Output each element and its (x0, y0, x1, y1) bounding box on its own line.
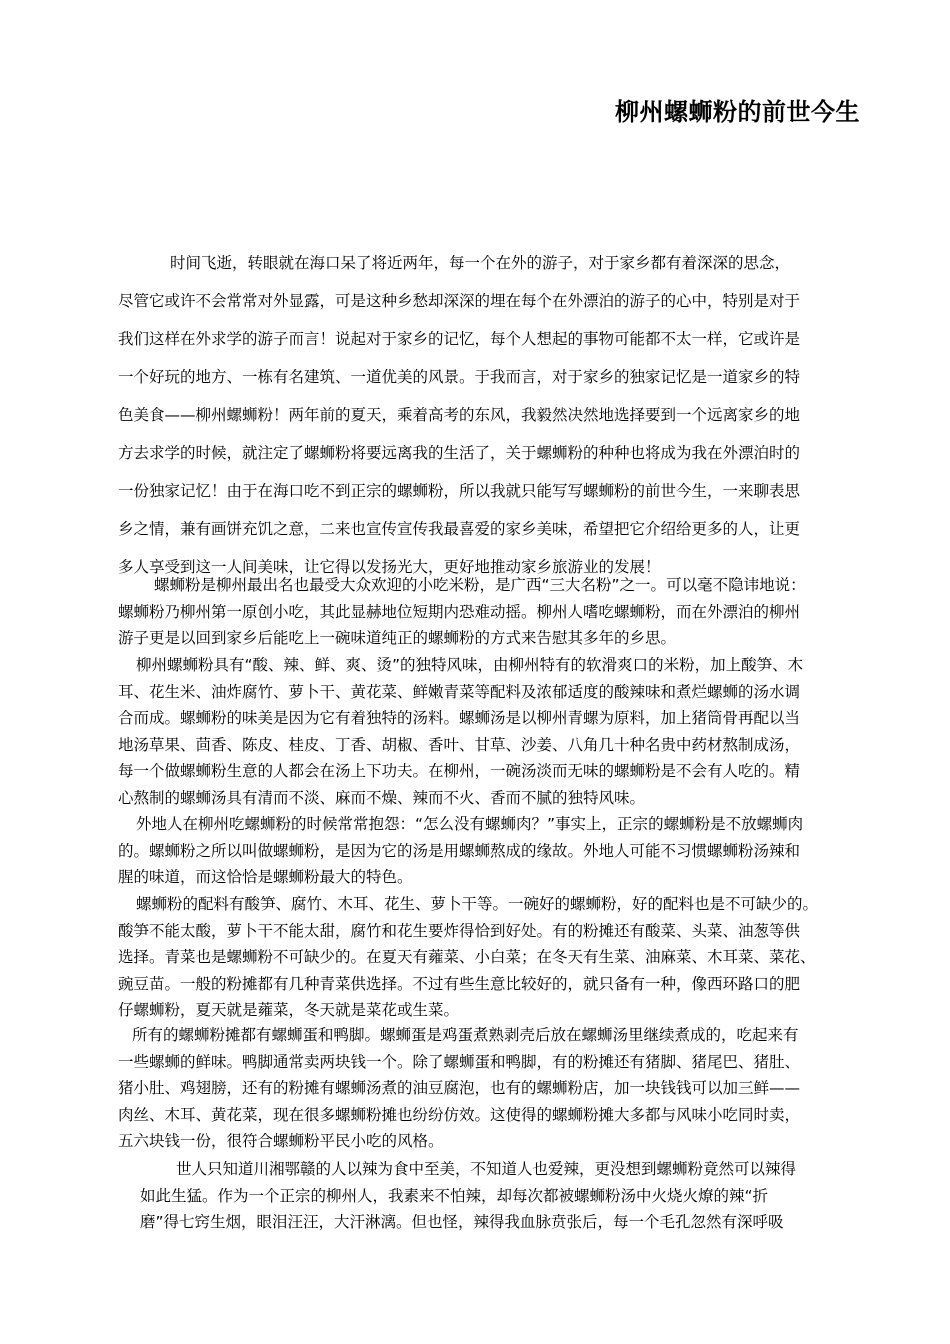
text-line: 一份独家记忆！由于在海口吃不到正宗的螺蛳粉，所以我就只能写写螺蛳粉的前世今生，一来聊表思 (118, 482, 801, 500)
text-line: 螺蛳粉的配料有酸笋、腐竹、木耳、花生、萝卜干等。一碗好的螺蛳粉，好的配料也是不可缺少的。 (136, 895, 819, 913)
text-line: 肉丝、木耳、黄花菜，现在很多螺蛳粉摊也纷纷仿效。这使得的螺蛳粉摊大多都与风味小吃同时卖， (118, 1105, 801, 1124)
text-line: 酸笋不能太酸，萝卜干不能太甜，腐竹和花生要炸得恰到好处。有的粉摊还有酸菜、头菜、油葱等供 (118, 921, 801, 940)
text-line: 腥的味道，而这恰恰是螺蛳粉最大的特色。 (118, 868, 413, 886)
text-line: 乡之情，兼有画饼充饥之意，二来也宣传宣传我最喜爱的家乡美味，希望把它介绍给更多的人，让更 (118, 520, 801, 538)
text-line: 一个好玩的地方、一栋有名建筑、一道优美的风景。于我而言，对于家乡的独家记忆是一道家乡的特 (118, 368, 801, 386)
text-line: 合而成。螺蛳粉的味美是因为它有着独特的汤料。螺蛳汤是以柳州青螺为原料，加上猪筒骨再配以当 (118, 709, 801, 727)
text-line: 我们这样在外求学的游子而言！说起对于家乡的记忆，每个人想起的事物可能都不太一样，它或许是 (118, 330, 801, 348)
paragraph-spiciness (140, 1156, 796, 1236)
text-line: 如此生猛。作为一个正宗的柳州人，我素来不怕辣，却每次都被螺蛳粉汤中火烧火燎的辣“折 (140, 1186, 769, 1205)
text-line: 方去求学的时候，就注定了螺蛳粉将要远离我的生活了，关于螺蛳粉的种种也将成为我在外漂泊时的 (118, 444, 801, 462)
paragraph-no-snail-meat (118, 811, 803, 891)
text-line: 心熬制的螺蛳汤具有清而不淡、麻而不燥、辣而不火、香而不腻的独特风味。 (118, 788, 646, 807)
text-line: 五六块钱一份，很符合螺蛳粉平民小吃的风格。 (118, 1132, 444, 1150)
paragraph-eggs-duck-feet (118, 1022, 800, 1155)
text-line: 时间飞逝，转眼就在海口呆了将近两年，每一个在外的游子，对于家乡都有着深深的思念， (170, 254, 791, 272)
text-line: 所有的螺蛳粉摊都有螺蛳蛋和鸭脚。螺蛳蛋是鸡蛋煮熟剥壳后放在螺蛳汤里继续煮成的，吃起来有 (132, 1026, 799, 1044)
text-line: 螺蛳粉乃柳州第一原创小吃，其此显赫地位短期内恐难动摇。柳州人嗜吃螺蛳粉，而在外漂泊的柳州 (118, 602, 801, 621)
paragraph-toppings (118, 891, 818, 1024)
text-line: 外地人在柳州吃螺蛳粉的时候常常抱怨：“怎么没有螺蛳肉？”事实上，正宗的螺蛳粉是不放螺蛳肉 (136, 815, 804, 833)
text-line: 豌豆苗。一般的粉摊都有几种青菜供选择。不过有些生意比较好的，就只备有一种，像西环路口的肥 (118, 974, 801, 993)
paragraph-flavor (118, 652, 803, 811)
text-line: 尽管它或许不会常常对外显露，可是这种乡愁却深深的埋在每个在外漂泊的游子的心中，特别是对于 (118, 292, 801, 310)
text-line: 每一个做螺蛳粉生意的人都会在汤上下功夫。在柳州，一碗汤淡而无味的螺蛳粉是不会有人吃的。精 (118, 762, 801, 780)
text-line: 游子更是以回到家乡后能吃上一碗味道纯正的螺蛳粉的方式来告慰其多年的乡思。 (118, 629, 677, 647)
text-line: 世人只知道川湘鄂赣的人以辣为食中至美，不知道人也爱辣，更没想到螺蛳粉竟然可以辣得 (176, 1160, 797, 1178)
text-line: 耳、花生米、油炸腐竹、萝卜干、黄花菜、鲜嫩青菜等配料及浓郁适度的酸辣味和煮烂螺蛳的汤水调 (118, 682, 801, 701)
text-line: 螺蛳粉是柳州最出名也最受大众欢迎的小吃米粉，是广西“三大名粉”之一。可以毫不隐讳地说： (154, 576, 806, 594)
text-line: 多人享受到这一人间美味，让它得以发扬光大，更好地推动家乡旅游业的发展！ (118, 558, 661, 576)
text-line: 柳州螺蛳粉具有“酸、辣、鲜、爽、烫”的独特风味，由柳州特有的软滑爽口的米粉，加上酸笋、木 (136, 656, 804, 674)
text-line: 色美食——柳州螺蛳粉！两年前的夏天，乘着高考的东风，我毅然决然地选择要到一个远离家乡的地 (118, 406, 801, 424)
text-line: 仔螺蛳粉，夏天就是蕹菜，冬天就是菜花或生菜。 (118, 1001, 460, 1019)
text-line: 磨”得七窍生烟，眼泪汪汪，大汗淋漓。但也怪，辣得我血脉贲张后，每一个毛孔忽然有深呼吸 (140, 1213, 784, 1231)
text-line: 猪小肚、鸡翅膀，还有的粉摊有螺蛳汤煮的油豆腐泡，也有的螺蛳粉店，加一块钱钱可以加三鲜—— (118, 1079, 801, 1097)
document-title: 柳州螺蛳粉的前世今生 (615, 98, 860, 126)
paragraph-intro (118, 244, 800, 586)
paragraph-fame (118, 572, 806, 652)
text-line: 的。螺蛳粉之所以叫做螺蛳粉，是因为它的汤是用螺蛳熬成的缘故。外地人可能不习惯螺蛳粉汤辣和 (118, 841, 801, 860)
text-line: 选择。青菜也是螺蛳粉不可缺少的。在夏天有蕹菜、小白菜；在冬天有生菜、油麻菜、木耳菜、菜花、 (118, 948, 816, 966)
text-line: 地汤草果、茴香、陈皮、桂皮、丁香、胡椒、香叶、甘草、沙姜、八角几十种名贵中药材熬制成汤， (118, 735, 801, 754)
text-line: 一些螺蛳的鲜味。鸭脚通常卖两块钱一个。除了螺蛳蛋和鸭脚，有的粉摊还有猪脚、猪尾巴、猪肚、 (118, 1052, 801, 1071)
